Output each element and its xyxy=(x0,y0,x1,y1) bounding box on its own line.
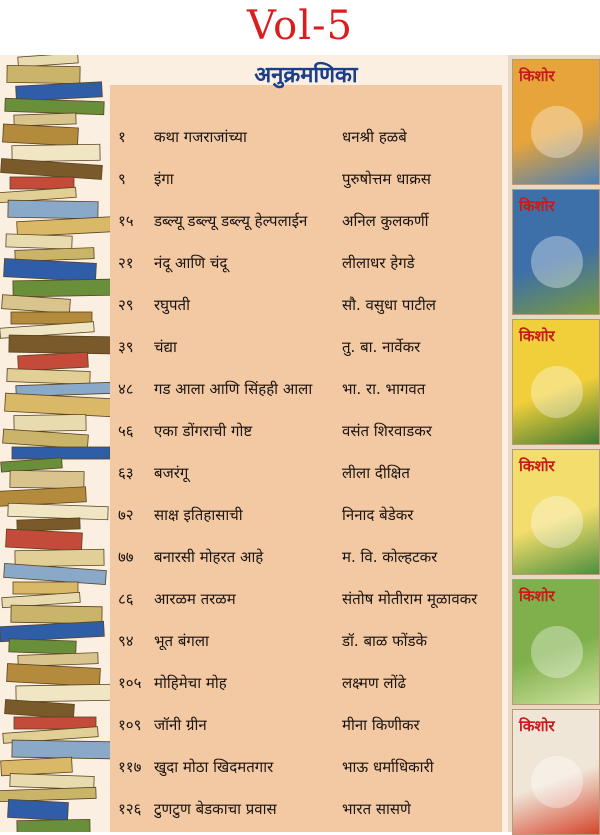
cover-title: किशोर xyxy=(519,717,555,735)
book-spine xyxy=(8,799,69,820)
toc-story-title: बनारसी मोहरत आहे xyxy=(154,548,264,566)
cover-illustration xyxy=(531,756,583,808)
book-spine xyxy=(18,352,89,371)
toc-story-title: साक्ष इतिहासाची xyxy=(154,506,243,524)
book-spine xyxy=(17,216,120,236)
book-spine xyxy=(0,621,104,641)
toc-author: वसंत शिरवाडकर xyxy=(342,422,432,440)
toc-story-title: कथा गजराजांच्या xyxy=(154,128,247,146)
book-spine xyxy=(3,124,79,146)
toc-entry xyxy=(118,379,502,409)
cover-title: किशोर xyxy=(519,327,555,345)
toc-entry xyxy=(118,463,502,493)
toc-page-number: ९ xyxy=(118,170,126,188)
toc-page-number: ७२ xyxy=(118,506,134,524)
toc-author: भाऊ धर्माधिकारी xyxy=(342,758,434,776)
toc-entry xyxy=(118,337,502,367)
toc-entry xyxy=(118,715,502,745)
book-spine xyxy=(8,200,98,219)
book-spine xyxy=(17,518,80,531)
toc-entry xyxy=(118,589,502,619)
book-spine xyxy=(9,639,76,654)
cover-title: किशोर xyxy=(519,67,555,85)
book-stack-illustration xyxy=(0,55,120,832)
toc-entry xyxy=(118,169,502,199)
book-spine xyxy=(10,774,94,790)
toc-page-number: ४८ xyxy=(118,380,134,398)
toc-author: भारत सासणे xyxy=(342,800,411,818)
book-spine xyxy=(2,295,71,314)
toc-author: लक्ष्मण लोंढे xyxy=(342,674,406,692)
cover-illustration xyxy=(531,626,583,678)
book-spine xyxy=(7,65,80,83)
toc-entry xyxy=(118,127,502,157)
toc-page-number: ६३ xyxy=(118,464,134,482)
book-spine xyxy=(1,158,103,179)
book-spine xyxy=(12,447,110,459)
magazine-cover xyxy=(512,709,600,835)
toc-author: मीना किणीकर xyxy=(342,716,420,734)
toc-entry xyxy=(118,211,502,241)
toc-story-title: गड आला आणि सिंहही आला xyxy=(154,380,313,398)
book-spine xyxy=(17,819,90,832)
cover-illustration xyxy=(531,106,583,158)
toc-entry xyxy=(118,673,502,703)
toc-story-title: डब्ल्यू डब्ल्यू डब्ल्यू हेल्पलाईन xyxy=(154,212,308,230)
toc-story-title: नंदू आणि चंदू xyxy=(154,254,228,272)
toc-page-number: ९४ xyxy=(118,632,134,650)
cover-title: किशोर xyxy=(519,457,555,475)
toc-story-title: एका डोंगराची गोष्ट xyxy=(154,422,253,440)
book-spine xyxy=(18,653,98,667)
cover-illustration xyxy=(531,366,583,418)
book-spine xyxy=(1,757,73,776)
book-spine xyxy=(16,684,120,702)
toc-story-title: आरळम तरळम xyxy=(154,590,236,608)
book-spine xyxy=(11,605,102,624)
toc-page-number: १ xyxy=(118,128,126,146)
toc-entry xyxy=(118,799,502,829)
toc-entry xyxy=(118,757,502,787)
book-spine xyxy=(7,664,101,687)
magazine-cover xyxy=(512,189,600,315)
magazine-cover xyxy=(512,449,600,575)
toc-story-title: रघुपती xyxy=(154,296,190,314)
magazine-cover xyxy=(512,579,600,705)
toc-heading: अनुक्रमणिका xyxy=(254,63,358,88)
cover-title: किशोर xyxy=(519,197,555,215)
toc-story-title: इंगा xyxy=(154,170,174,188)
cover-illustration xyxy=(531,236,583,288)
toc-story-title: टुणटुण बेडकाचा प्रवास xyxy=(154,800,277,818)
book-spine xyxy=(6,234,72,249)
toc-author: पुरुषोत्तम धाक्रस xyxy=(342,170,431,188)
toc-story-title: जॉनी ग्रीन xyxy=(154,716,207,734)
toc-author: म. वि. कोल्हटकर xyxy=(342,548,438,566)
book-spine xyxy=(18,55,79,67)
magazine-covers-strip xyxy=(508,55,600,832)
toc-page-number: २९ xyxy=(118,296,134,314)
toc-story-title: बजरंगू xyxy=(154,464,189,482)
toc-author: अनिल कुलकर्णी xyxy=(342,212,429,230)
book-spine xyxy=(15,549,104,567)
book-spine xyxy=(5,700,75,719)
book-spine xyxy=(14,717,96,729)
toc-story-title: मोहिमेचा मोह xyxy=(154,674,227,692)
volume-title: Vol-5 xyxy=(246,3,354,49)
book-spine xyxy=(13,279,118,297)
book-spine xyxy=(11,312,92,324)
toc-entry xyxy=(118,631,502,661)
toc-entry xyxy=(118,421,502,451)
toc-page-number: १५ xyxy=(118,212,134,230)
toc-author: निनाद बेडेकर xyxy=(342,506,414,524)
toc-author: लीला दीक्षित xyxy=(342,464,410,482)
book-spine xyxy=(10,470,84,488)
toc-page-number: २१ xyxy=(118,254,134,272)
book-spine xyxy=(8,503,108,519)
toc-story-title: भूत बंगला xyxy=(154,632,209,650)
toc-story-title: चंद्या xyxy=(154,338,177,356)
toc-page-number: ३९ xyxy=(118,338,134,356)
book-spine xyxy=(13,582,78,594)
toc-page xyxy=(0,55,600,832)
book-spine xyxy=(12,740,120,759)
book-spine xyxy=(14,113,76,126)
book-spine xyxy=(4,259,97,282)
book-spine xyxy=(9,335,116,354)
cover-title: किशोर xyxy=(519,587,555,605)
toc-page-number: १०५ xyxy=(118,674,142,692)
toc-entry xyxy=(118,547,502,577)
toc-page-number: ५६ xyxy=(118,422,134,440)
toc-page-number: ८६ xyxy=(118,590,134,608)
toc-author: धनश्री हळबे xyxy=(342,128,407,146)
toc-entry xyxy=(118,253,502,283)
toc-author: संतोष मोतीराम मूळावकर xyxy=(342,590,478,608)
book-spine xyxy=(4,563,107,584)
toc-entry xyxy=(118,505,502,535)
magazine-cover xyxy=(512,59,600,185)
toc-entry xyxy=(118,295,502,325)
book-spine xyxy=(6,529,83,551)
book-spine xyxy=(5,98,104,114)
toc-author: लीलाधर हेगडे xyxy=(342,254,415,272)
book-spine xyxy=(15,248,94,262)
toc-author: डॉ. बाळ फोंडके xyxy=(342,632,428,650)
toc-page-number: ११७ xyxy=(118,758,142,776)
book-spine xyxy=(12,144,100,162)
book-spine xyxy=(16,82,103,101)
toc-author: भा. रा. भागवत xyxy=(342,380,426,398)
toc-page-number: १०९ xyxy=(118,716,142,734)
toc-page-number: ७७ xyxy=(118,548,134,566)
toc-story-title: खुदा मोठा खिदमतगार xyxy=(154,758,274,776)
book-spine xyxy=(14,414,86,431)
toc-page-number: १२६ xyxy=(118,800,142,818)
magazine-cover xyxy=(512,319,600,445)
book-spine xyxy=(3,429,89,449)
toc-author: तु. बा. नार्वेकर xyxy=(342,338,421,356)
book-spine xyxy=(5,393,115,417)
toc-author: सौ. वसुधा पाटील xyxy=(342,296,436,314)
book-spine xyxy=(7,369,90,385)
book-spine xyxy=(10,177,74,189)
cover-illustration xyxy=(531,496,583,548)
